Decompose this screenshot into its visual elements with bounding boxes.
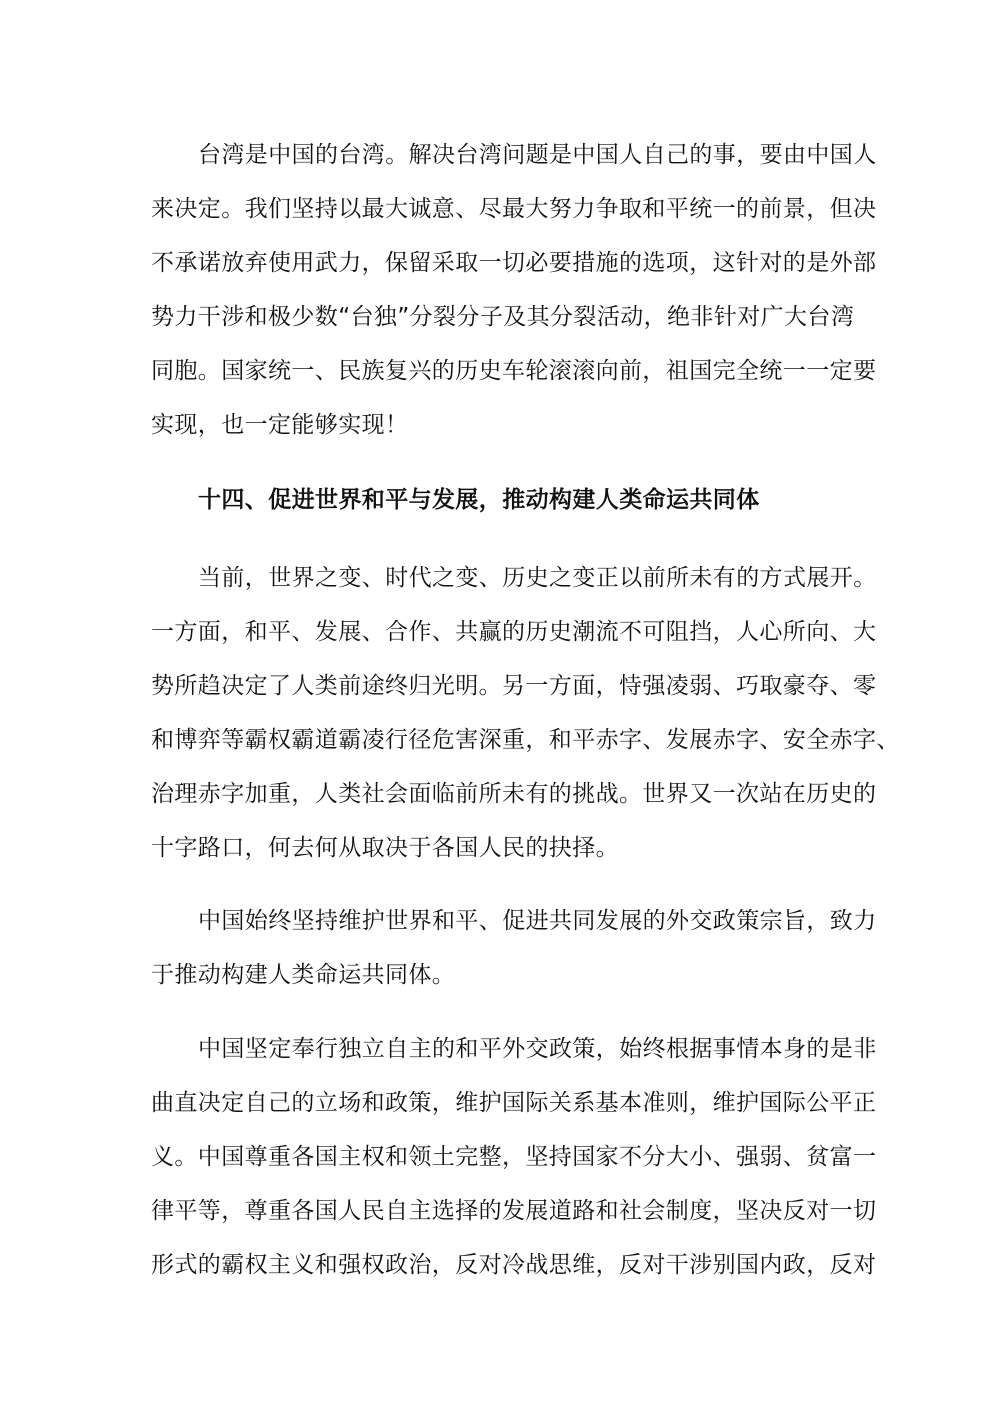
- section-heading: 十四、促进世界和平与发展，推动构建人类命运共同体: [198, 487, 760, 513]
- paragraph-2-line-3: 势所趋决定了人类前途终归光明。另一方面，恃强凌弱、巧取豪夺、零: [151, 673, 877, 699]
- paragraph-1-line-3: 不承诺放弃使用武力，保留采取一切必要措施的选项，这针对的是外部: [151, 250, 877, 276]
- paragraph-3-line-2: 于推动构建人类命运共同体。: [151, 962, 456, 988]
- paragraph-3-line-1: 中国始终坚持维护世界和平、促进共同发展的外交政策宗旨，致力: [198, 908, 877, 934]
- paragraph-2-line-2: 一方面，和平、发展、合作、共赢的历史潮流不可阻挡，人心所向、大: [151, 619, 877, 645]
- paragraph-4-line-1: 中国坚定奉行独立自主的和平外交政策，始终根据事情本身的是非: [198, 1036, 877, 1062]
- paragraph-2-line-1: 当前，世界之变、时代之变、历史之变正以前所未有的方式展开。: [198, 565, 877, 591]
- paragraph-1-line-6: 实现，也一定能够实现！: [151, 412, 409, 438]
- paragraph-4-line-2: 曲直决定自己的立场和政策，维护国际关系基本准则，维护国际公平正: [151, 1090, 877, 1116]
- paragraph-2-line-4: 和博弈等霸权霸道霸凌行径危害深重，和平赤字、发展赤字、安全赤字、: [151, 727, 900, 753]
- paragraph-2-line-5: 治理赤字加重，人类社会面临前所未有的挑战。世界又一次站在历史的: [151, 781, 877, 807]
- paragraph-1-line-4: 势力干涉和极少数“台独”分裂分子及其分裂活动，绝非针对广大台湾: [151, 304, 855, 330]
- paragraph-1-line-2: 来决定。我们坚持以最大诚意、尽最大努力争取和平统一的前景，但决: [151, 196, 877, 222]
- paragraph-2-line-6: 十字路口，何去何从取决于各国人民的抉择。: [151, 835, 619, 861]
- paragraph-1-line-5: 同胞。国家统一、民族复兴的历史车轮滚滚向前，祖国完全统一一定要: [151, 358, 877, 384]
- paragraph-4-line-4: 律平等，尊重各国人民自主选择的发展道路和社会制度，坚决反对一切: [151, 1198, 877, 1224]
- paragraph-4-line-3: 义。中国尊重各国主权和领土完整，坚持国家不分大小、强弱、贫富一: [151, 1144, 877, 1170]
- paragraph-4-line-5: 形式的霸权主义和强权政治，反对冷战思维，反对干涉别国内政，反对: [151, 1252, 877, 1278]
- paragraph-1-line-1: 台湾是中国的台湾。解决台湾问题是中国人自己的事，要由中国人: [198, 142, 877, 168]
